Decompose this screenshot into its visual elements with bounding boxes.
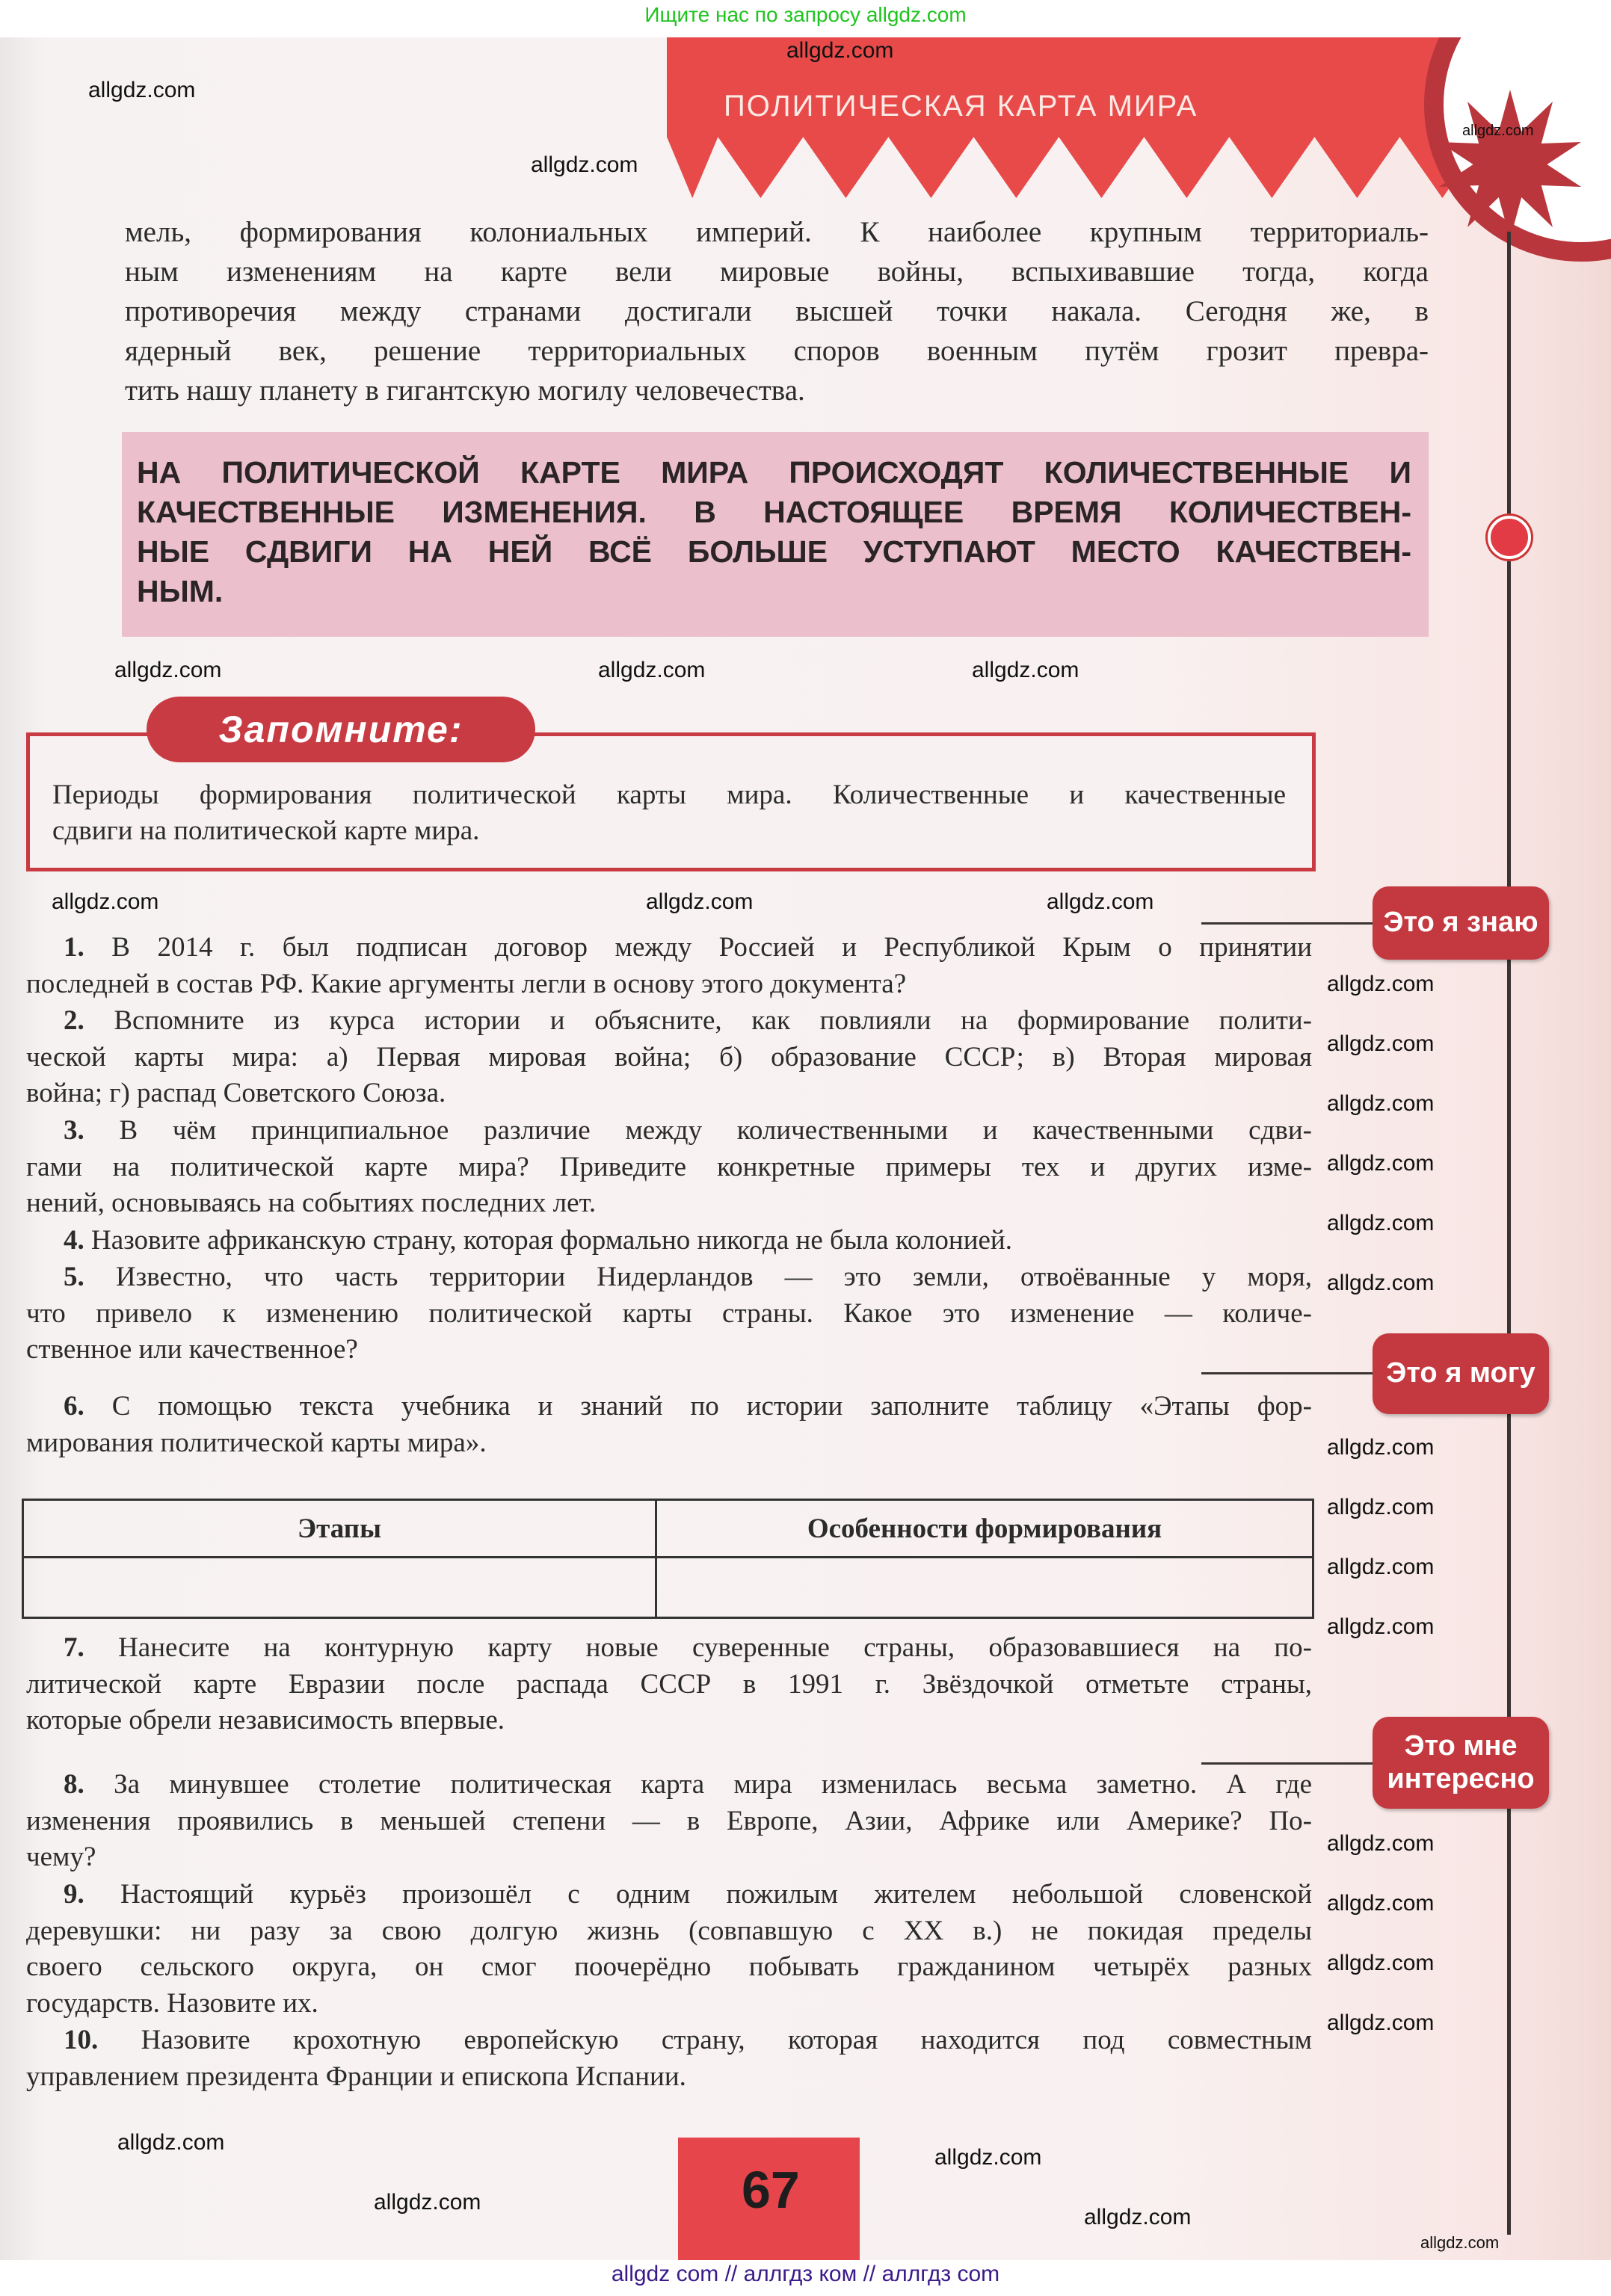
watermark: allgdz.com: [1327, 1614, 1435, 1639]
question-9: [26, 1877, 1312, 2022]
key-idea-text: [137, 453, 1411, 611]
table-header-features: Особенности формирования: [656, 1500, 1313, 1558]
text-line: ным изменениям на карте вели мировые войны, вспыхивавшие тогда, когда: [125, 256, 1429, 288]
question-text: С помощью текста учебника и знаний по истории заполните таблицу «Этапы фор-: [111, 1391, 1312, 1422]
text-line: гами на политической карте мира? Приведите конкретные примеры тех и других изме-: [26, 1151, 1312, 1182]
watermark: allgdz.com: [374, 2190, 481, 2215]
text-line: [26, 1630, 1312, 1667]
remember-text: [52, 777, 1286, 849]
text-line: своего сельского округа, он смог поочерёдно побывать гражданином четырёх разных: [26, 1951, 1312, 1983]
text-line: мирования политической карты мира».: [26, 1427, 487, 1458]
question-text: Назовите африканскую страну, которая формально никогда не была колонией.: [91, 1225, 1012, 1256]
text-line: [26, 1767, 1312, 1803]
watermark: allgdz.com: [1327, 2010, 1435, 2035]
watermark: allgdz.com: [1327, 1271, 1435, 1295]
marker-dot-icon: [1488, 516, 1531, 559]
text-line: война; г) распад Советского Союза.: [26, 1078, 446, 1109]
watermark: allgdz.com: [114, 658, 222, 682]
question-7: [26, 1630, 1312, 1739]
text-line: [26, 1389, 1312, 1425]
question-8: [26, 1767, 1312, 1876]
watermark: allgdz.com: [1327, 972, 1435, 996]
question-number: 4.: [64, 1225, 84, 1256]
question-6: [26, 1389, 1312, 1461]
text-line: последней в состав РФ. Какие аргументы легли в основу этого документа?: [26, 968, 907, 999]
question-10: [26, 2022, 1312, 2095]
watermark: allgdz.com: [531, 152, 638, 177]
text-line: что привело к изменению политической карты страны. Какое это изменение — количе-: [26, 1297, 1312, 1329]
question-text: За минувшее столетие политическая карта мира изменилась весьма заметно. А где: [114, 1769, 1313, 1800]
watermark: allgdz.com: [972, 658, 1079, 682]
question-5: [26, 1259, 1312, 1368]
question-number: 2.: [64, 1005, 84, 1036]
watermark: allgdz.com: [1327, 1495, 1435, 1519]
watermark: allgdz.com: [1047, 889, 1154, 914]
question-number: 6.: [64, 1391, 84, 1422]
text-line: [26, 930, 1312, 966]
question-number: 9.: [64, 1879, 84, 1910]
tab-connector: [1201, 1372, 1373, 1374]
watermark: allgdz.com: [117, 2130, 225, 2155]
text-line: [26, 1877, 1312, 1913]
question-text: В 2014 г. был подписан договор между Россией и Республикой Крым о принятии: [111, 932, 1312, 963]
table-cell[interactable]: [23, 1558, 656, 1618]
text-line: КАЧЕСТВЕННЫЕ ИЗМЕНЕНИЯ. В НАСТОЯЩЕЕ ВРЕМЯ КОЛИЧЕСТВЕН-: [137, 495, 1411, 529]
question-number: 1.: [64, 932, 84, 963]
table-cell[interactable]: [656, 1558, 1313, 1618]
watermark: allgdz.com: [1420, 2233, 1500, 2252]
question-text: Назовите крохотную европейскую страну, которая находится под совместным: [141, 2025, 1312, 2055]
question-number: 7.: [64, 1632, 84, 1663]
watermark: allgdz.com: [52, 889, 159, 914]
question-text: В чём принципиальное различие между количественными и качественными сдви-: [119, 1115, 1313, 1146]
text-line: [26, 1223, 1312, 1259]
text-line: сдвиги на политической карте мира.: [52, 815, 480, 846]
page-number: 67: [742, 2161, 800, 2219]
watermark: allgdz.com: [1327, 1151, 1435, 1176]
tab-connector: [1201, 1762, 1373, 1765]
text-line: ядерный век, решение территориальных споров военным путём грозит превра-: [125, 335, 1429, 367]
watermark: allgdz.com: [1462, 123, 1534, 139]
question-text: Нанесите на контурную карту новые суверенные страны, образовавшиеся на по-: [118, 1632, 1312, 1663]
tab-connector: [1201, 922, 1373, 925]
search-hint: Ищите нас по запросу allgdz.com: [644, 3, 967, 26]
text-line: которые обрели независимость впервые.: [26, 1705, 505, 1736]
textbook-page: [0, 37, 1611, 2260]
text-line: деревушки: ни разу за свою долгую жизнь (совпавшую с XX в.) не покидая пределы: [26, 1915, 1312, 1946]
text-line: [26, 1113, 1312, 1149]
text-line: чему?: [26, 1842, 96, 1873]
watermark: allgdz.com: [934, 2145, 1042, 2170]
question-number: 10.: [64, 2025, 99, 2055]
question-text: Вспомните из курса истории и объясните, как повлияли на формирование полити-: [114, 1005, 1313, 1036]
question-text: Настоящий курьёз произошёл с одним пожилым жителем небольшой словенской: [120, 1879, 1313, 1910]
watermark: allgdz.com: [646, 889, 754, 914]
text-line: [26, 1003, 1312, 1040]
text-line: ственное или качественное?: [26, 1334, 358, 1365]
question-number: 8.: [64, 1769, 84, 1800]
watermark: allgdz.com: [1327, 1031, 1435, 1056]
question-2: [26, 1003, 1312, 1112]
watermark: allgdz.com: [1327, 1435, 1435, 1460]
tab-this-i-can: Это я могу: [1373, 1333, 1549, 1414]
watermark: allgdz.com: [1327, 1951, 1435, 1975]
text-line: НЫМ.: [137, 574, 224, 608]
text-line: [26, 1259, 1312, 1296]
text-line: литической карте Евразии после распада СССР в 1991 г. Звёздочкой отметьте страны,: [26, 1668, 1312, 1700]
text-line: ческой карты мира: а) Первая мировая война; б) образование СССР; в) Вторая мировая: [26, 1041, 1312, 1073]
page-number-box: [678, 2138, 860, 2260]
tab-this-i-know: Это я знаю: [1373, 886, 1549, 960]
intro-paragraph: [125, 212, 1429, 410]
watermark: allgdz.com: [1327, 1211, 1435, 1235]
text-line: [26, 2022, 1312, 2059]
text-line: противоречия между странами достигали высшей точки накала. Сегодня же, в: [125, 295, 1429, 327]
text-line: государств. Назовите их.: [26, 1987, 318, 2019]
watermark: allgdz.com: [1327, 1891, 1435, 1916]
watermark: allgdz.com: [1327, 1555, 1435, 1579]
text-line: Периоды формирования политической карты мира. Количественные и качественные: [52, 780, 1286, 810]
question-3: [26, 1113, 1312, 1222]
text-line: изменения проявились в меньшей степени — в Европе, Азии, Африке или Америке? По-: [26, 1805, 1312, 1836]
stages-table: [22, 1499, 1314, 1619]
question-4: [26, 1223, 1312, 1259]
watermark: allgdz.com: [1327, 1831, 1435, 1856]
text-line: управлением президента Франции и епископа Испании.: [26, 2061, 686, 2092]
table-header-stages: Этапы: [23, 1500, 656, 1558]
watermark: allgdz.com: [598, 658, 706, 682]
watermark: allgdz.com: [786, 38, 894, 63]
tab-this-is-interesting: Это мне интересно: [1373, 1717, 1549, 1809]
watermark: allgdz.com: [88, 78, 196, 102]
bottom-note: allgdz com // аллгдз ком // аллгдз com: [611, 2262, 1000, 2286]
question-text: Известно, что часть территории Нидерландов — это земли, отвоёванные у моря,: [115, 1262, 1313, 1292]
question-number: 3.: [64, 1115, 84, 1146]
text-line: мель, формирования колониальных империй. К наиболее крупным территориаль-: [125, 216, 1429, 248]
question-number: 5.: [64, 1262, 84, 1292]
watermark: allgdz.com: [1084, 2205, 1192, 2229]
text-line: НЫЕ СДВИГИ НА НЕЙ ВСЁ БОЛЬШЕ УСТУПАЮТ МЕСТО КАЧЕСТВЕН-: [137, 534, 1411, 569]
text-line: НА ПОЛИТИЧЕСКОЙ КАРТЕ МИРА ПРОИСХОДЯТ КОЛИЧЕСТВЕННЫЕ И: [137, 455, 1411, 490]
text-line: нений, основываясь на событиях последних лет.: [26, 1188, 597, 1219]
remember-title: Запомните:: [147, 697, 535, 762]
question-1: [26, 930, 1312, 1002]
text-line: тить нашу планету в гигантскую могилу человечества.: [125, 374, 805, 407]
watermark: allgdz.com: [1327, 1091, 1435, 1116]
chapter-title: ПОЛИТИЧЕСКАЯ КАРТА МИРА: [724, 90, 1198, 123]
